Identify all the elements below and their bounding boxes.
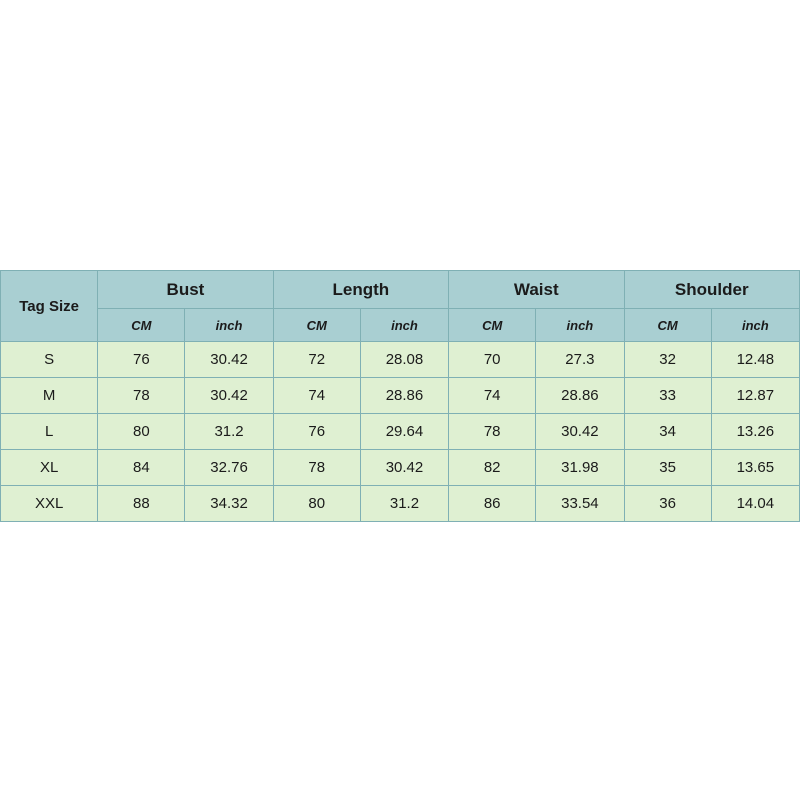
cell-shoulder-cm: 36 [624,486,711,522]
row-size-label: XL [1,450,98,486]
cell-length-cm: 74 [273,378,360,414]
cell-shoulder-inch: 12.48 [711,342,799,378]
column-header-length: Length [273,271,448,309]
cell-length-cm: 80 [273,486,360,522]
cell-bust-inch: 30.42 [185,378,273,414]
cell-length-inch: 28.86 [360,378,448,414]
column-header-tag-size: Tag Size [1,271,98,342]
cell-shoulder-cm: 33 [624,378,711,414]
unit-header-shoulder-inch: inch [711,309,799,342]
size-chart-table [0,270,800,522]
cell-length-inch: 28.08 [360,342,448,378]
cell-bust-inch: 34.32 [185,486,273,522]
cell-length-inch: 31.2 [360,486,448,522]
cell-shoulder-inch: 13.26 [711,414,799,450]
cell-waist-cm: 86 [449,486,536,522]
cell-bust-inch: 32.76 [185,450,273,486]
cell-waist-cm: 82 [449,450,536,486]
cell-waist-inch: 31.98 [536,450,624,486]
cell-bust-cm: 88 [98,486,185,522]
cell-shoulder-cm: 35 [624,450,711,486]
cell-length-inch: 29.64 [360,414,448,450]
cell-bust-cm: 78 [98,378,185,414]
table-row [1,486,800,522]
cell-length-inch: 30.42 [360,450,448,486]
column-header-bust: Bust [98,271,273,309]
cell-waist-inch: 27.3 [536,342,624,378]
table-row [1,414,800,450]
cell-shoulder-inch: 12.87 [711,378,799,414]
unit-header-bust-inch: inch [185,309,273,342]
table-row [1,342,800,378]
unit-header-waist-cm: CM [449,309,536,342]
cell-length-cm: 78 [273,450,360,486]
table-header-row-groups [1,271,800,309]
row-size-label: L [1,414,98,450]
cell-waist-inch: 30.42 [536,414,624,450]
cell-length-cm: 72 [273,342,360,378]
unit-header-waist-inch: inch [536,309,624,342]
unit-header-length-inch: inch [360,309,448,342]
cell-bust-inch: 30.42 [185,342,273,378]
row-size-label: M [1,378,98,414]
row-size-label: S [1,342,98,378]
cell-waist-cm: 74 [449,378,536,414]
column-header-shoulder: Shoulder [624,271,800,309]
cell-shoulder-cm: 32 [624,342,711,378]
cell-length-cm: 76 [273,414,360,450]
cell-waist-cm: 70 [449,342,536,378]
cell-shoulder-inch: 13.65 [711,450,799,486]
column-header-waist: Waist [449,271,624,309]
unit-header-length-cm: CM [273,309,360,342]
cell-waist-inch: 28.86 [536,378,624,414]
cell-bust-inch: 31.2 [185,414,273,450]
unit-header-shoulder-cm: CM [624,309,711,342]
cell-bust-cm: 84 [98,450,185,486]
table-row [1,378,800,414]
cell-bust-cm: 80 [98,414,185,450]
table-header-row-units [1,309,800,342]
cell-waist-cm: 78 [449,414,536,450]
cell-waist-inch: 33.54 [536,486,624,522]
cell-bust-cm: 76 [98,342,185,378]
cell-shoulder-cm: 34 [624,414,711,450]
cell-shoulder-inch: 14.04 [711,486,799,522]
unit-header-bust-cm: CM [98,309,185,342]
table-row [1,450,800,486]
row-size-label: XXL [1,486,98,522]
